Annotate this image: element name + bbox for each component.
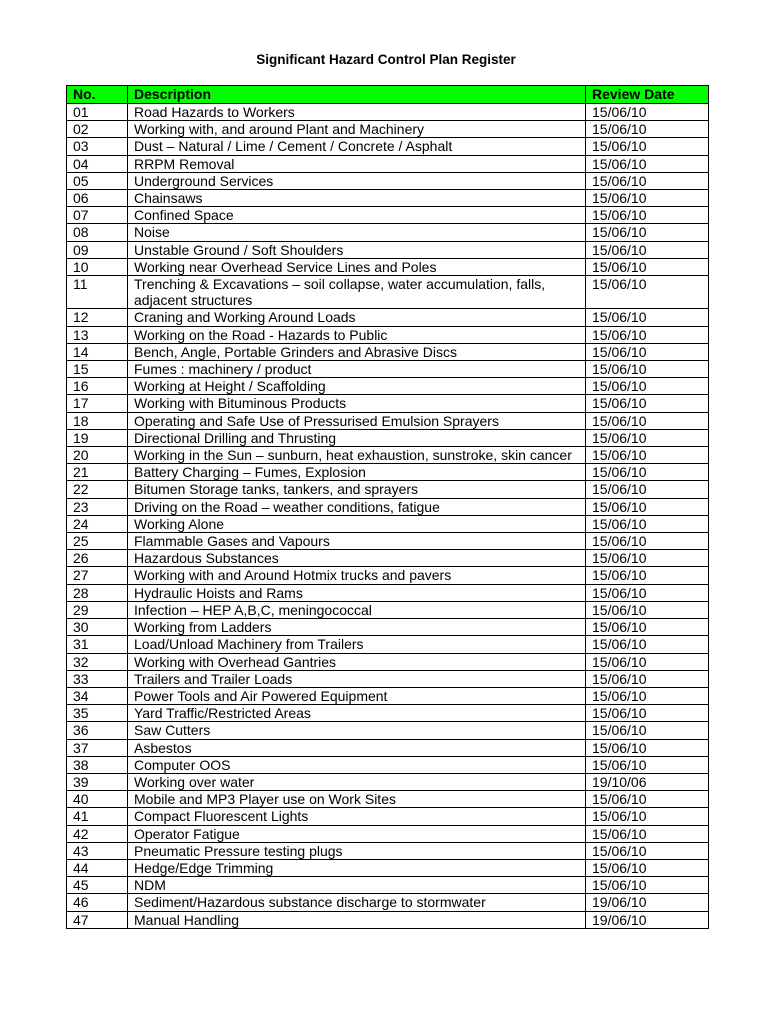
- row-number: 34: [67, 687, 128, 704]
- table-row: [67, 911, 709, 928]
- table-row: [67, 825, 709, 842]
- page-title: Significant Hazard Control Plan Register: [256, 52, 516, 67]
- table-row: [67, 224, 709, 241]
- table-row: [67, 138, 709, 155]
- row-review-date: 15/06/10: [586, 276, 709, 309]
- row-number: 13: [67, 326, 128, 343]
- row-review-date: 15/06/10: [586, 104, 709, 121]
- column-header-description: Description: [128, 86, 586, 104]
- row-number: 36: [67, 722, 128, 739]
- row-number: 23: [67, 498, 128, 515]
- row-number: 32: [67, 653, 128, 670]
- table-row: [67, 207, 709, 224]
- row-description: Working at Height / Scaffolding: [128, 378, 586, 395]
- row-review-date: 15/06/10: [586, 601, 709, 618]
- row-review-date: 15/06/10: [586, 877, 709, 894]
- table-row: [67, 309, 709, 326]
- row-description: Sediment/Hazardous substance discharge to stormwater: [128, 894, 586, 911]
- row-description: Unstable Ground / Soft Shoulders: [128, 241, 586, 258]
- row-description: Bitumen Storage tanks, tankers, and sprayers: [128, 481, 586, 498]
- table-row: [67, 722, 709, 739]
- row-description: Asbestos: [128, 739, 586, 756]
- row-review-date: 15/06/10: [586, 739, 709, 756]
- row-number: 21: [67, 464, 128, 481]
- row-description: Trenching & Excavations – soil collapse, water accumulation, falls, adjacent structures: [128, 276, 586, 309]
- table-row: [67, 378, 709, 395]
- row-review-date: 15/06/10: [586, 138, 709, 155]
- row-description: Working from Ladders: [128, 619, 586, 636]
- row-description: Working on the Road - Hazards to Public: [128, 326, 586, 343]
- row-description: Dust – Natural / Lime / Cement / Concrete / Asphalt: [128, 138, 586, 155]
- table-row: [67, 601, 709, 618]
- row-description: Hazardous Substances: [128, 550, 586, 567]
- table-row: [67, 653, 709, 670]
- row-number: 11: [67, 276, 128, 309]
- table-row: [67, 515, 709, 532]
- table-row: [67, 550, 709, 567]
- row-review-date: 15/06/10: [586, 121, 709, 138]
- table-row: [67, 241, 709, 258]
- hazard-register-table: [66, 85, 709, 929]
- row-review-date: 15/06/10: [586, 515, 709, 532]
- table-row: [67, 859, 709, 876]
- row-number: 02: [67, 121, 128, 138]
- row-review-date: 15/06/10: [586, 447, 709, 464]
- row-review-date: 15/06/10: [586, 756, 709, 773]
- row-number: 33: [67, 670, 128, 687]
- row-number: 28: [67, 584, 128, 601]
- row-number: 30: [67, 619, 128, 636]
- row-description: NDM: [128, 877, 586, 894]
- row-review-date: 19/10/06: [586, 773, 709, 790]
- row-number: 46: [67, 894, 128, 911]
- row-number: 45: [67, 877, 128, 894]
- row-description: Craning and Working Around Loads: [128, 309, 586, 326]
- row-description: Load/Unload Machinery from Trailers: [128, 636, 586, 653]
- table-row: [67, 276, 709, 309]
- row-description: Directional Drilling and Thrusting: [128, 429, 586, 446]
- row-description: Battery Charging – Fumes, Explosion: [128, 464, 586, 481]
- table-row: [67, 533, 709, 550]
- row-review-date: 15/06/10: [586, 343, 709, 360]
- row-description: Working in the Sun – sunburn, heat exhaustion, sunstroke, skin cancer: [128, 447, 586, 464]
- row-review-date: 15/06/10: [586, 619, 709, 636]
- table-row: [67, 705, 709, 722]
- row-review-date: 15/06/10: [586, 808, 709, 825]
- row-review-date: 15/06/10: [586, 825, 709, 842]
- row-number: 06: [67, 190, 128, 207]
- row-description: Flammable Gases and Vapours: [128, 533, 586, 550]
- row-number: 19: [67, 429, 128, 446]
- row-review-date: 15/06/10: [586, 670, 709, 687]
- row-description: Working with Overhead Gantries: [128, 653, 586, 670]
- row-review-date: 15/06/10: [586, 481, 709, 498]
- row-number: 43: [67, 842, 128, 859]
- row-number: 14: [67, 343, 128, 360]
- row-number: 17: [67, 395, 128, 412]
- table-row: [67, 791, 709, 808]
- row-number: 41: [67, 808, 128, 825]
- row-description: Mobile and MP3 Player use on Work Sites: [128, 791, 586, 808]
- row-review-date: 15/06/10: [586, 859, 709, 876]
- table-row: [67, 619, 709, 636]
- row-description: Computer OOS: [128, 756, 586, 773]
- table-row: [67, 447, 709, 464]
- row-description: Operator Fatigue: [128, 825, 586, 842]
- row-number: 27: [67, 567, 128, 584]
- row-number: 01: [67, 104, 128, 121]
- row-description: Fumes : machinery / product: [128, 361, 586, 378]
- row-number: 18: [67, 412, 128, 429]
- row-review-date: 15/06/10: [586, 361, 709, 378]
- row-review-date: 15/06/10: [586, 258, 709, 275]
- row-description: Infection – HEP A,B,C, meningococcal: [128, 601, 586, 618]
- row-number: 26: [67, 550, 128, 567]
- row-description: Compact Fluorescent Lights: [128, 808, 586, 825]
- row-description: Chainsaws: [128, 190, 586, 207]
- row-description: Working near Overhead Service Lines and Poles: [128, 258, 586, 275]
- row-review-date: 15/06/10: [586, 498, 709, 515]
- table-row: [67, 842, 709, 859]
- row-review-date: 15/06/10: [586, 207, 709, 224]
- row-description: Operating and Safe Use of Pressurised Emulsion Sprayers: [128, 412, 586, 429]
- row-description: Confined Space: [128, 207, 586, 224]
- row-description: Driving on the Road – weather conditions, fatigue: [128, 498, 586, 515]
- row-number: 05: [67, 172, 128, 189]
- row-description: Bench, Angle, Portable Grinders and Abrasive Discs: [128, 343, 586, 360]
- table-row: [67, 412, 709, 429]
- table-row: [67, 636, 709, 653]
- row-review-date: 15/06/10: [586, 309, 709, 326]
- row-review-date: 15/06/10: [586, 567, 709, 584]
- row-description: Working Alone: [128, 515, 586, 532]
- row-review-date: 15/06/10: [586, 429, 709, 446]
- row-review-date: 15/06/10: [586, 224, 709, 241]
- row-review-date: 15/06/10: [586, 636, 709, 653]
- row-number: 08: [67, 224, 128, 241]
- row-number: 22: [67, 481, 128, 498]
- row-description: RRPM Removal: [128, 155, 586, 172]
- row-review-date: 15/06/10: [586, 842, 709, 859]
- row-review-date: 19/06/10: [586, 911, 709, 928]
- row-description: Underground Services: [128, 172, 586, 189]
- row-description: Working over water: [128, 773, 586, 790]
- row-review-date: 15/06/10: [586, 172, 709, 189]
- row-review-date: 15/06/10: [586, 464, 709, 481]
- row-review-date: 15/06/10: [586, 687, 709, 704]
- row-number: 07: [67, 207, 128, 224]
- row-number: 37: [67, 739, 128, 756]
- row-number: 04: [67, 155, 128, 172]
- table-row: [67, 687, 709, 704]
- table-row: [67, 121, 709, 138]
- row-review-date: 15/06/10: [586, 326, 709, 343]
- row-description: Working with Bituminous Products: [128, 395, 586, 412]
- table-row: [67, 104, 709, 121]
- row-review-date: 15/06/10: [586, 722, 709, 739]
- table-row: [67, 155, 709, 172]
- row-review-date: 19/06/10: [586, 894, 709, 911]
- row-description: Noise: [128, 224, 586, 241]
- table-row: [67, 670, 709, 687]
- table-row: [67, 258, 709, 275]
- row-number: 15: [67, 361, 128, 378]
- row-review-date: 15/06/10: [586, 395, 709, 412]
- row-review-date: 15/06/10: [586, 653, 709, 670]
- table-row: [67, 343, 709, 360]
- row-number: 25: [67, 533, 128, 550]
- row-number: 29: [67, 601, 128, 618]
- table-row: [67, 429, 709, 446]
- row-review-date: 15/06/10: [586, 412, 709, 429]
- row-description: Saw Cutters: [128, 722, 586, 739]
- row-number: 24: [67, 515, 128, 532]
- row-description: Hedge/Edge Trimming: [128, 859, 586, 876]
- row-number: 35: [67, 705, 128, 722]
- row-description: Hydraulic Hoists and Rams: [128, 584, 586, 601]
- table-row: [67, 326, 709, 343]
- row-description: Power Tools and Air Powered Equipment: [128, 687, 586, 704]
- column-header-no: No.: [67, 86, 128, 104]
- table-body: [67, 104, 709, 929]
- table-row: [67, 584, 709, 601]
- column-header-review-date: Review Date: [586, 86, 709, 104]
- row-number: 40: [67, 791, 128, 808]
- row-description: Working with and Around Hotmix trucks and pavers: [128, 567, 586, 584]
- table-row: [67, 464, 709, 481]
- table-row: [67, 498, 709, 515]
- row-number: 47: [67, 911, 128, 928]
- row-review-date: 15/06/10: [586, 155, 709, 172]
- row-review-date: 15/06/10: [586, 190, 709, 207]
- row-description: Manual Handling: [128, 911, 586, 928]
- table-row: [67, 190, 709, 207]
- table-row: [67, 773, 709, 790]
- table-row: [67, 395, 709, 412]
- row-number: 16: [67, 378, 128, 395]
- row-number: 31: [67, 636, 128, 653]
- table-row: [67, 756, 709, 773]
- row-number: 12: [67, 309, 128, 326]
- table-row: [67, 739, 709, 756]
- row-review-date: 15/06/10: [586, 378, 709, 395]
- row-description: Working with, and around Plant and Machinery: [128, 121, 586, 138]
- row-number: 42: [67, 825, 128, 842]
- row-number: 38: [67, 756, 128, 773]
- row-description: Yard Traffic/Restricted Areas: [128, 705, 586, 722]
- row-number: 44: [67, 859, 128, 876]
- row-number: 20: [67, 447, 128, 464]
- table-row: [67, 361, 709, 378]
- row-description: Road Hazards to Workers: [128, 104, 586, 121]
- row-description: Trailers and Trailer Loads: [128, 670, 586, 687]
- table-row: [67, 894, 709, 911]
- table-row: [67, 877, 709, 894]
- table-row: [67, 481, 709, 498]
- row-review-date: 15/06/10: [586, 533, 709, 550]
- row-description: Pneumatic Pressure testing plugs: [128, 842, 586, 859]
- row-review-date: 15/06/10: [586, 241, 709, 258]
- row-number: 03: [67, 138, 128, 155]
- table-row: [67, 172, 709, 189]
- row-number: 09: [67, 241, 128, 258]
- table-row: [67, 808, 709, 825]
- row-review-date: 15/06/10: [586, 791, 709, 808]
- row-review-date: 15/06/10: [586, 705, 709, 722]
- row-number: 10: [67, 258, 128, 275]
- row-review-date: 15/06/10: [586, 550, 709, 567]
- row-review-date: 15/06/10: [586, 584, 709, 601]
- table-header-row: [67, 86, 709, 104]
- row-number: 39: [67, 773, 128, 790]
- table-row: [67, 567, 709, 584]
